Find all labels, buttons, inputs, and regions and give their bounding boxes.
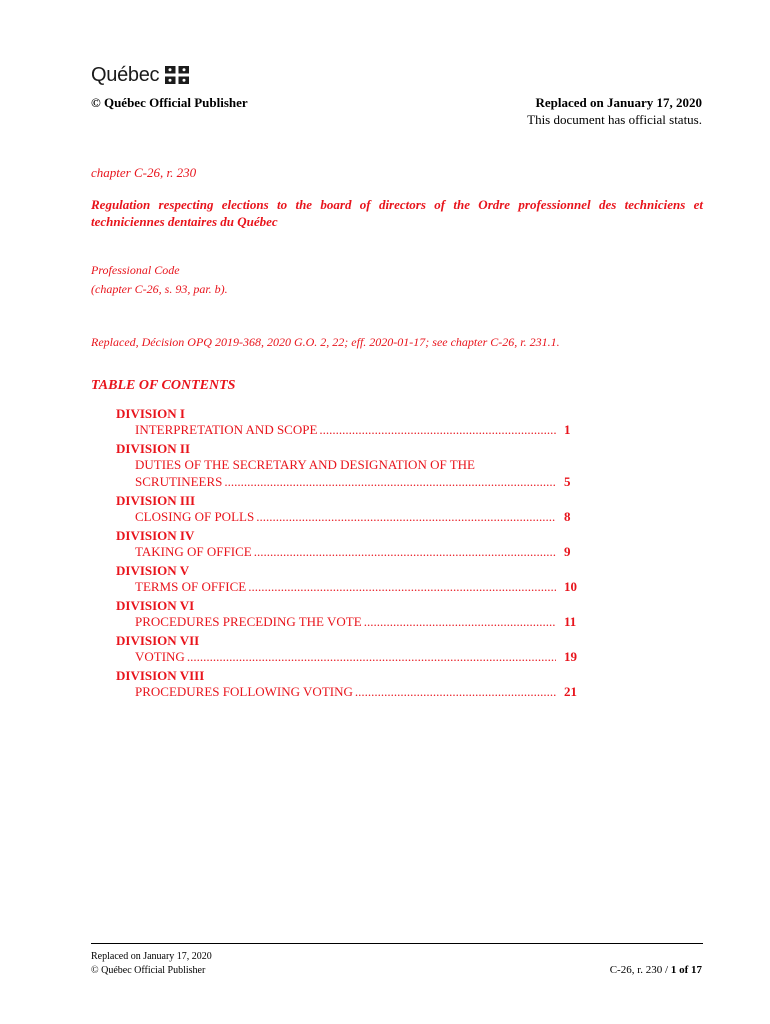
division-title: PROCEDURES PRECEDING THE VOTE xyxy=(135,614,362,629)
leader-dots xyxy=(355,683,556,700)
official-status: This document has official status. xyxy=(527,112,702,127)
division-label: DIVISION IV xyxy=(116,528,195,543)
page-number: 1 xyxy=(564,422,571,437)
chapter-reference: chapter C-26, r. 230 xyxy=(91,165,197,180)
page-number: 10 xyxy=(564,579,577,594)
division-title: TAKING OF OFFICE xyxy=(135,544,252,559)
toc-entry-division-4[interactable] xyxy=(116,528,586,560)
toc-entry-division-7[interactable] xyxy=(116,633,586,665)
footer-publisher: © Québec Official Publisher xyxy=(91,965,206,976)
toc-heading: TABLE OF CONTENTS xyxy=(91,378,236,393)
toc-link[interactable] xyxy=(135,683,586,700)
footer-reference: C-26, r. 230 / xyxy=(609,964,671,976)
toc-link[interactable] xyxy=(135,473,586,490)
division-title-line1: DUTIES OF THE SECRETARY AND DESIGNATION OF THE xyxy=(135,457,475,472)
footer-replaced-date: Replaced on January 17, 2020 xyxy=(91,951,212,962)
toc-entry-division-8[interactable] xyxy=(116,668,586,700)
division-title: INTERPRETATION AND SCOPE xyxy=(135,422,318,437)
division-label: DIVISION I xyxy=(116,406,185,421)
page-number: 8 xyxy=(564,509,571,524)
page-number: 19 xyxy=(564,649,577,664)
division-title: VOTING xyxy=(135,649,185,664)
page-number: 9 xyxy=(564,544,571,559)
publisher-label: © Québec Official Publisher xyxy=(91,95,248,110)
division-title: CLOSING OF POLLS xyxy=(135,509,255,524)
toc-entry-division-5[interactable] xyxy=(116,563,586,595)
division-title: SCRUTINEERS xyxy=(135,474,223,489)
enabling-act: Professional Code xyxy=(91,263,180,277)
footer-divider xyxy=(91,943,703,944)
table-of-contents xyxy=(116,406,586,703)
footer-left xyxy=(91,950,212,978)
page-number: 21 xyxy=(564,684,577,699)
leader-dots xyxy=(187,648,556,665)
replaced-note: Replaced, Décision OPQ 2019-368, 2020 G.O. 2, 22; eff. 2020-01-17; see chapter C-26, r. 231.1. xyxy=(91,335,560,349)
enabling-reference: (chapter C-26, s. 93, par. b). xyxy=(91,282,228,296)
leader-dots xyxy=(224,473,556,490)
fleur-de-lis-flag-icon xyxy=(165,66,189,84)
division-title: PROCEDURES FOLLOWING VOTING xyxy=(135,684,353,699)
toc-link[interactable] xyxy=(135,543,586,560)
page-number: 5 xyxy=(564,474,571,489)
toc-link[interactable] xyxy=(135,613,586,630)
division-label: DIVISION II xyxy=(116,441,191,456)
division-label: DIVISION VI xyxy=(116,598,195,613)
toc-link[interactable] xyxy=(135,578,586,595)
toc-entry-division-1[interactable] xyxy=(116,406,586,438)
leader-dots xyxy=(254,543,556,560)
regulation-title: Regulation respecting elections to the board of directors of the Ordre professionnel des techniciens et techniciennes dentaires du Québec xyxy=(91,197,703,229)
replaced-status-block xyxy=(527,95,702,128)
leader-dots xyxy=(364,613,556,630)
page-count: 1 of 17 xyxy=(670,964,702,976)
division-label: DIVISION III xyxy=(116,493,196,508)
division-label: DIVISION V xyxy=(116,563,190,578)
toc-entry-division-2[interactable] xyxy=(116,441,586,490)
toc-link[interactable] xyxy=(135,648,586,665)
leader-dots xyxy=(248,578,556,595)
toc-link[interactable] xyxy=(135,508,586,525)
leader-dots xyxy=(256,508,556,525)
logo-wordmark: Québec xyxy=(91,63,160,86)
toc-link[interactable] xyxy=(135,421,586,438)
division-label: DIVISION VII xyxy=(116,633,200,648)
footer-page-info xyxy=(610,964,702,976)
toc-entry-division-3[interactable] xyxy=(116,493,586,525)
replaced-date: Replaced on January 17, 2020 xyxy=(535,95,702,110)
toc-entry-division-6[interactable] xyxy=(116,598,586,630)
page-number: 11 xyxy=(564,614,577,629)
leader-dots xyxy=(319,421,556,438)
division-title: TERMS OF OFFICE xyxy=(135,579,247,594)
quebec-logo xyxy=(91,64,189,86)
division-label: DIVISION VIII xyxy=(116,668,205,683)
